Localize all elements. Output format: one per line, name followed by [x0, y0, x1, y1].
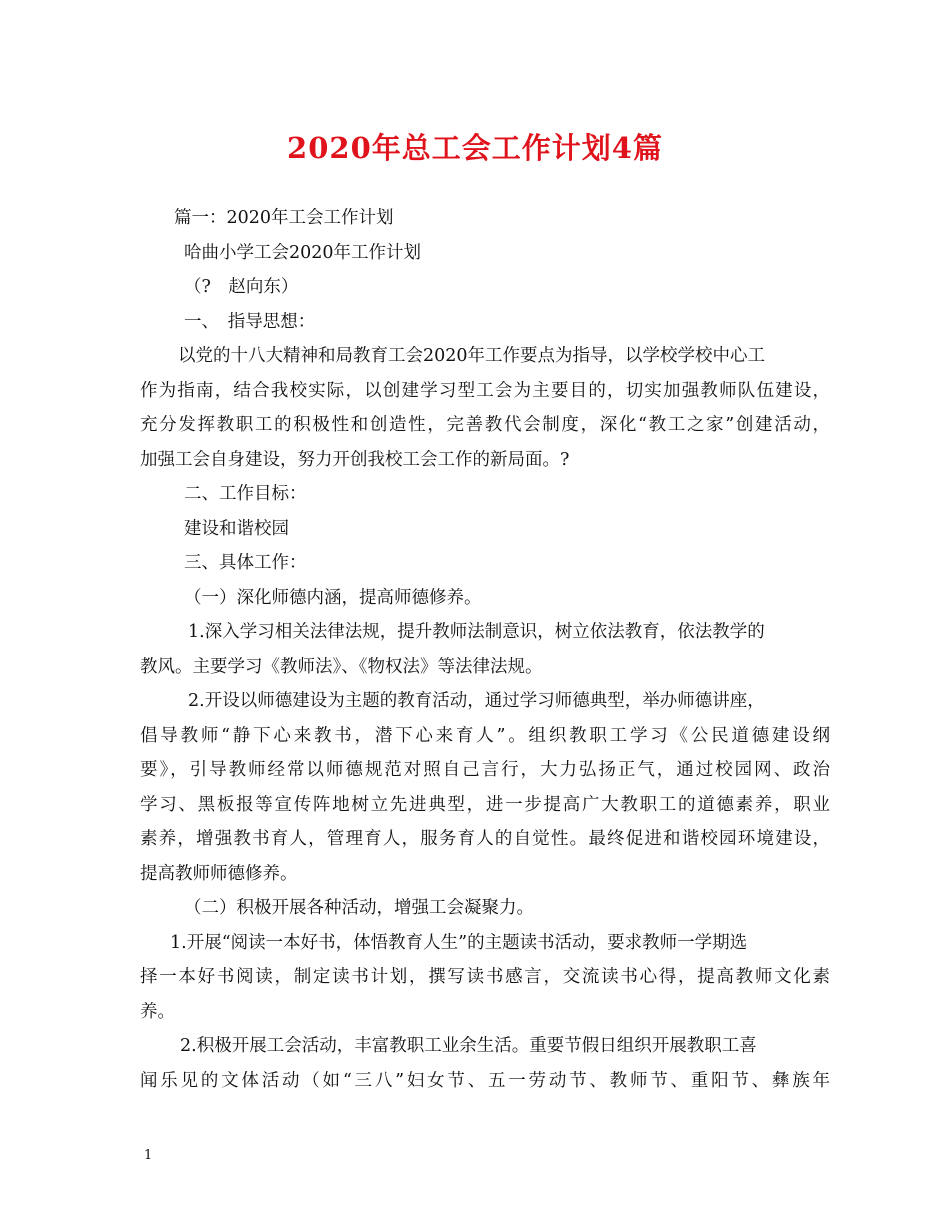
text-line: 加强工会自身建设，努力开创我校工会工作的新局面。? — [140, 449, 570, 470]
text-line: 以党的十八大精神和局教育工会2020年工作要点为指导，以学校学校中心工 — [178, 346, 766, 366]
text-line: 学习、黑板报等宣传阵地树立先进典型，进一步提高广大教职工的道德素养，职业 — [140, 794, 830, 815]
subheading-activities: （二）积极开展各种活动，增强工会凝聚力。 — [184, 898, 534, 918]
text-line: 2.积极开展工会活动，丰富教职工业余生活。重要节假日组织开展教职工喜 — [180, 1036, 757, 1056]
text-line: 择一本好书阅读，制定读书计划，撰写读书感言，交流读书心得，提高教师文化素 — [140, 967, 830, 987]
work-goal-text: 建设和谐校园 — [184, 518, 289, 539]
document-title: 2020年总工会工作计划4篇 — [287, 131, 663, 165]
page-number: 1 — [144, 1148, 153, 1163]
paragraph-guiding-thought — [140, 339, 830, 477]
subheading-ethics: （一）深化师德内涵，提高师德修养。 — [184, 587, 482, 608]
text-line: 要》，引导教师经常以师德规范对照自己言行，大力弘扬正气，通过校园网、政治 — [140, 760, 830, 780]
text-line: 素养，增强教书育人，管理育人，服务育人的自觉性。最终促进和谐校园环境建设， — [140, 829, 830, 849]
paragraph-reading-activity — [140, 926, 830, 1030]
text-line: 充分发挥教职工的积极性和创造性，完善教代会制度，深化“教工之家”创建活动， — [140, 415, 830, 435]
text-line: 2.开设以师德建设为主题的教育活动，通过学习师德典型，举办师德讲座， — [188, 691, 765, 711]
paragraph-ethics-activities — [140, 684, 830, 891]
text-line: 提高教师师德修养。 — [140, 863, 298, 884]
section-heading-part1: 篇一：2020年工会工作计划 — [174, 208, 394, 228]
text-line: 闻乐见的文体活动（如“三八”妇女节、五一劳动节、教师节、重阳节、彝族年 — [140, 1070, 830, 1091]
plan-subtitle: 哈曲小学工会2020年工作计划 — [184, 242, 422, 263]
text-line: 教风。主要学习《教师法》、《物权法》等法律法规。 — [140, 656, 543, 677]
text-line: 养。 — [140, 1001, 175, 1022]
paragraph-law-study — [140, 615, 830, 684]
text-line: 作为指南，结合我校实际，以创建学习型工会为主要目的，切实加强教师队伍建设， — [140, 380, 830, 401]
paragraph-union-activities — [140, 1029, 830, 1098]
text-line: 1.开展“阅读一本好书，体悟教育人生”的主题读书活动，要求教师一学期选 — [170, 932, 748, 953]
text-line: 1.深入学习相关法律法规，提升教师法制意识，树立依法教育，依法教学的 — [188, 622, 765, 642]
heading-guiding-thought: 一、 指导思想： — [184, 311, 316, 332]
heading-work-goal: 二、工作目标： — [184, 484, 307, 504]
text-line: 倡导教师“静下心来教书，潜下心来育人”。组织教职工学习《公民道德建设纲 — [140, 725, 830, 746]
heading-specific-work: 三、具体工作： — [184, 553, 307, 573]
document-body — [140, 201, 830, 1098]
author-line: （? 赵向东） — [184, 277, 299, 297]
